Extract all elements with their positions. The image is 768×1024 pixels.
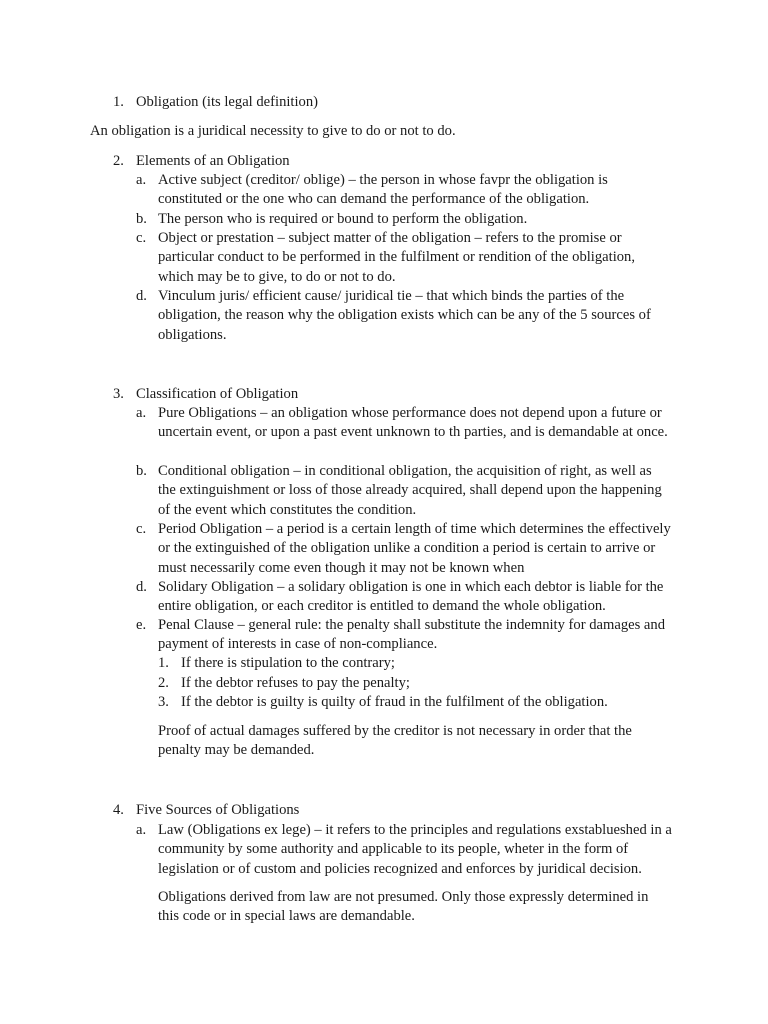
penalty-note: Proof of actual damages suffered by the creditor is not necessary in order that the penalty may be demanded. xyxy=(158,723,632,759)
sub-item-text: If there is stipulation to the contrary; xyxy=(181,655,395,671)
item-text: Period Obligation – a period is a certain length of time which determines the effectively or the extinguished of the obligation unlike a condition a period is certain to arrive or must necessarily come even though it may not be known when xyxy=(158,521,671,576)
item-letter: d. xyxy=(136,288,147,304)
item-letter: e. xyxy=(136,617,147,633)
definition-paragraph: An obligation is a juridical necessity to give to do or not to do. xyxy=(90,123,456,139)
section-3-title: Classification of Obligation xyxy=(136,386,299,402)
section-2-title: Elements of an Obligation xyxy=(136,153,290,169)
item-letter: b. xyxy=(136,463,147,479)
item-text: Solidary Obligation – a solidary obligation is one in which each debtor is liable for the entire obligation, or each creditor is entitled to demand the whole obligation. xyxy=(158,579,664,615)
item-text: Pure Obligations – an obligation whose performance does not depend upon a future or uncertain event, or upon a past event unknown to th parties, and is demandable at once. xyxy=(158,405,668,441)
item-text: The person who is required or bound to perform the obligation. xyxy=(158,211,528,227)
item-text: Active subject (creditor/ oblige) – the person in whose favpr the obligation is constituted or the one who can demand the performance of the obligation. xyxy=(158,172,608,208)
item-text: Vinculum juris/ efficient cause/ juridical tie – that which binds the parties of the obligation, the reason why the obligation exists which can be any of the 5 sources of obligations. xyxy=(158,288,651,343)
item-text: Conditional obligation – in conditional obligation, the acquisition of right, as well as the extinguishment or loss of those already acquired, shall depend upon the happening of the event which constitutes the condition. xyxy=(158,463,662,518)
law-note: Obligations derived from law are not presumed. Only those expressly determined in this code or in special laws are demandable. xyxy=(158,889,649,925)
section-1-number: 1. xyxy=(113,94,124,110)
sub-item-number: 1. xyxy=(158,655,169,671)
item-text: Law (Obligations ex lege) – it refers to the principles and regulations exstablueshed in a community by some authority and applicable to its people, wheter in the form of legislation or of custom and policies recognized and enforces by juridical decision. xyxy=(158,822,672,877)
section-4-title: Five Sources of Obligations xyxy=(136,802,300,818)
section-4-number: 4. xyxy=(113,802,124,818)
section-3-number: 3. xyxy=(113,386,124,402)
item-letter: c. xyxy=(136,230,147,246)
item-letter: a. xyxy=(136,822,147,838)
sub-item-text: If the debtor refuses to pay the penalty; xyxy=(181,675,410,691)
section-1-title: Obligation (its legal definition) xyxy=(136,94,318,110)
sub-item-text: If the debtor is guilty is quilty of fraud in the fulfilment of the obligation. xyxy=(181,694,608,710)
sub-item-number: 2. xyxy=(158,675,169,691)
item-letter: a. xyxy=(136,172,147,188)
item-text: Penal Clause – general rule: the penalty shall substitute the indemnity for damages and payment of interests in case of non-compliance. xyxy=(158,617,665,653)
section-2-number: 2. xyxy=(113,153,124,169)
item-letter: d. xyxy=(136,579,147,595)
item-letter: c. xyxy=(136,521,147,537)
item-letter: b. xyxy=(136,211,147,227)
item-letter: a. xyxy=(136,405,147,421)
sub-item-number: 3. xyxy=(158,694,169,710)
item-text: Object or prestation – subject matter of the obligation – refers to the promise or particular conduct to be performed in the fulfilment or rendition of the obligation, which may be to give, to do or not to do. xyxy=(158,230,635,285)
